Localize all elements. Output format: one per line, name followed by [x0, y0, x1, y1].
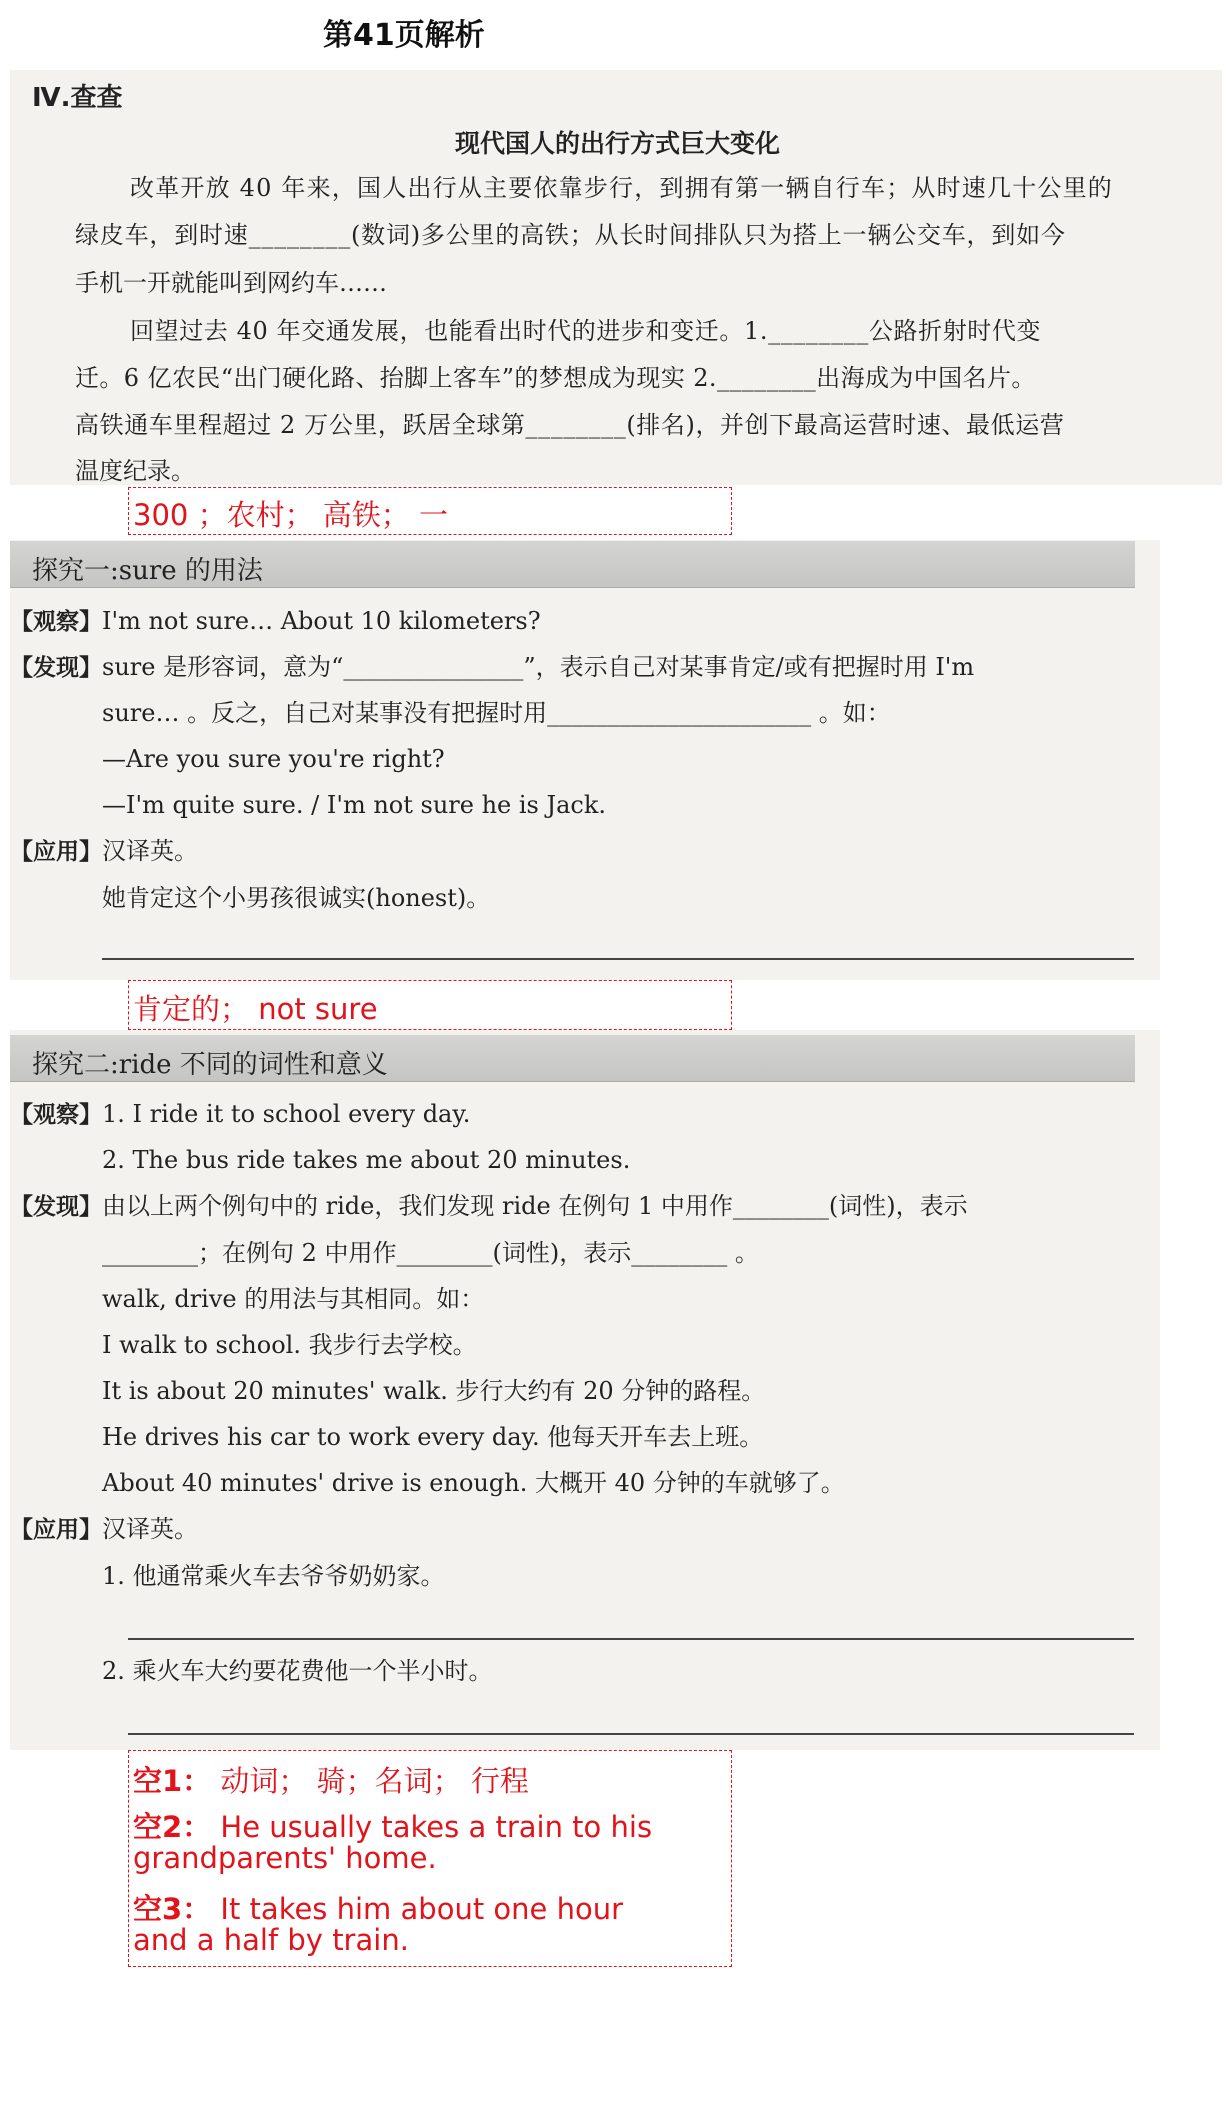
article-line: 改革开放 40 年来，国人出行从主要依靠步行，到拥有第一辆自行车；从时速几十公里的	[130, 174, 1113, 202]
article-line: 迁。6 亿农民“出门硬化路、抬脚上客车”的梦想成为现实 2.________出海成为中国名片。	[75, 364, 1036, 392]
answer-row	[133, 1841, 437, 1875]
answer-line	[128, 1733, 1134, 1735]
answer-text: It takes him about one hour	[211, 1892, 624, 1926]
find-line: sure… 。反之，自己对某事没有把握时用______________________ 。如：	[102, 699, 891, 727]
observe-line: 1. I ride it to school every day.	[102, 1100, 471, 1128]
apply-text: 汉译英。	[102, 1515, 198, 1543]
answer-box-explore2	[128, 1750, 732, 1967]
find-line: sure 是形容词，意为“_______________”，表示自己对某事肯定/或有把握时用 I'm	[102, 653, 975, 681]
article-line: 高铁通车里程超过 2 万公里，跃居全球第________(排名)，并创下最高运营时速、最低运营	[75, 411, 1065, 439]
page-title: 第41页解析	[323, 18, 485, 53]
example-line: —I'm quite sure. / I'm not sure he is Jack.	[102, 791, 607, 819]
answer-text: grandparents' home.	[133, 1841, 437, 1875]
example-line: He drives his car to work every day. 他每天开车去上班。	[102, 1423, 764, 1451]
find-tag: 【发现】	[10, 655, 102, 681]
apply-text: 汉译英。	[102, 837, 198, 865]
answer-row	[133, 1759, 529, 1800]
answer-text: 肯定的； not sure	[133, 992, 378, 1026]
explore2-header	[10, 1035, 1135, 1082]
explore1-header-text: 探究一:sure 的用法	[32, 556, 263, 586]
answer-box-4	[128, 487, 732, 535]
section-label: Ⅳ.查查	[32, 83, 123, 113]
answer-text: He usually takes a train to his	[211, 1810, 653, 1844]
answer-row	[133, 1805, 652, 1846]
find-line: ________；在例句 2 中用作________(词性)，表示________ 。	[102, 1239, 759, 1267]
question-text: 1. 他通常乘火车去爷爷奶奶家。	[102, 1562, 445, 1590]
observe-tag: 【观察】	[10, 609, 102, 635]
find-tag: 【发现】	[10, 1194, 102, 1220]
observe-text: I'm not sure… About 10 kilometers?	[102, 607, 541, 635]
article-line: 手机一开就能叫到网约车……	[75, 269, 387, 297]
explore2-header-text: 探究二:ride 不同的词性和意义	[32, 1050, 388, 1080]
answer-row	[133, 1923, 409, 1957]
answer-text: 300 ；农村； 高铁； 一	[133, 498, 449, 532]
observe-tag: 【观察】	[10, 1102, 102, 1128]
article-line: 回望过去 40 年交通发展，也能看出时代的进步和变迁。1.________公路折射时代变	[130, 317, 1042, 345]
apply-tag: 【应用】	[10, 839, 102, 865]
find-line: 由以上两个例句中的 ride，我们发现 ride 在例句 1 中用作________(词性)，表示	[102, 1192, 968, 1220]
answer-label: 空1：	[133, 1764, 212, 1798]
article-title: 现代国人的出行方式巨大变化	[455, 129, 781, 158]
answer-text: 动词； 骑；名词； 行程	[211, 1764, 529, 1798]
observe-line: 2. The bus ride takes me about 20 minutes.	[102, 1146, 631, 1174]
example-line: —Are you sure you're right?	[102, 745, 445, 773]
explore1-header	[10, 541, 1135, 588]
example-line: It is about 20 minutes' walk. 步行大约有 20 分钟的路程。	[102, 1377, 766, 1405]
answer-line	[128, 1638, 1134, 1640]
answer-label: 空2：	[133, 1810, 212, 1844]
answer-label: 空3：	[133, 1892, 212, 1926]
answer-line	[102, 958, 1134, 960]
question-text: 2. 乘火车大约要花费他一个半小时。	[102, 1657, 493, 1685]
answer-text: and a half by train.	[133, 1923, 409, 1957]
answer-row	[133, 1887, 623, 1928]
apply-tag: 【应用】	[10, 1517, 102, 1543]
question-text: 她肯定这个小男孩很诚实(honest)。	[102, 884, 491, 912]
answer-box-explore1	[128, 980, 732, 1030]
article-line: 温度纪录。	[75, 457, 195, 485]
example-line: I walk to school. 我步行去学校。	[102, 1331, 477, 1359]
article-line: 绿皮车，到时速________(数词)多公里的高铁；从长时间排队只为搭上一辆公交车，到如今	[75, 221, 1066, 249]
example-line: walk, drive 的用法与其相同。如：	[102, 1285, 485, 1313]
example-line: About 40 minutes' drive is enough. 大概开 40 分钟的车就够了。	[102, 1469, 845, 1497]
